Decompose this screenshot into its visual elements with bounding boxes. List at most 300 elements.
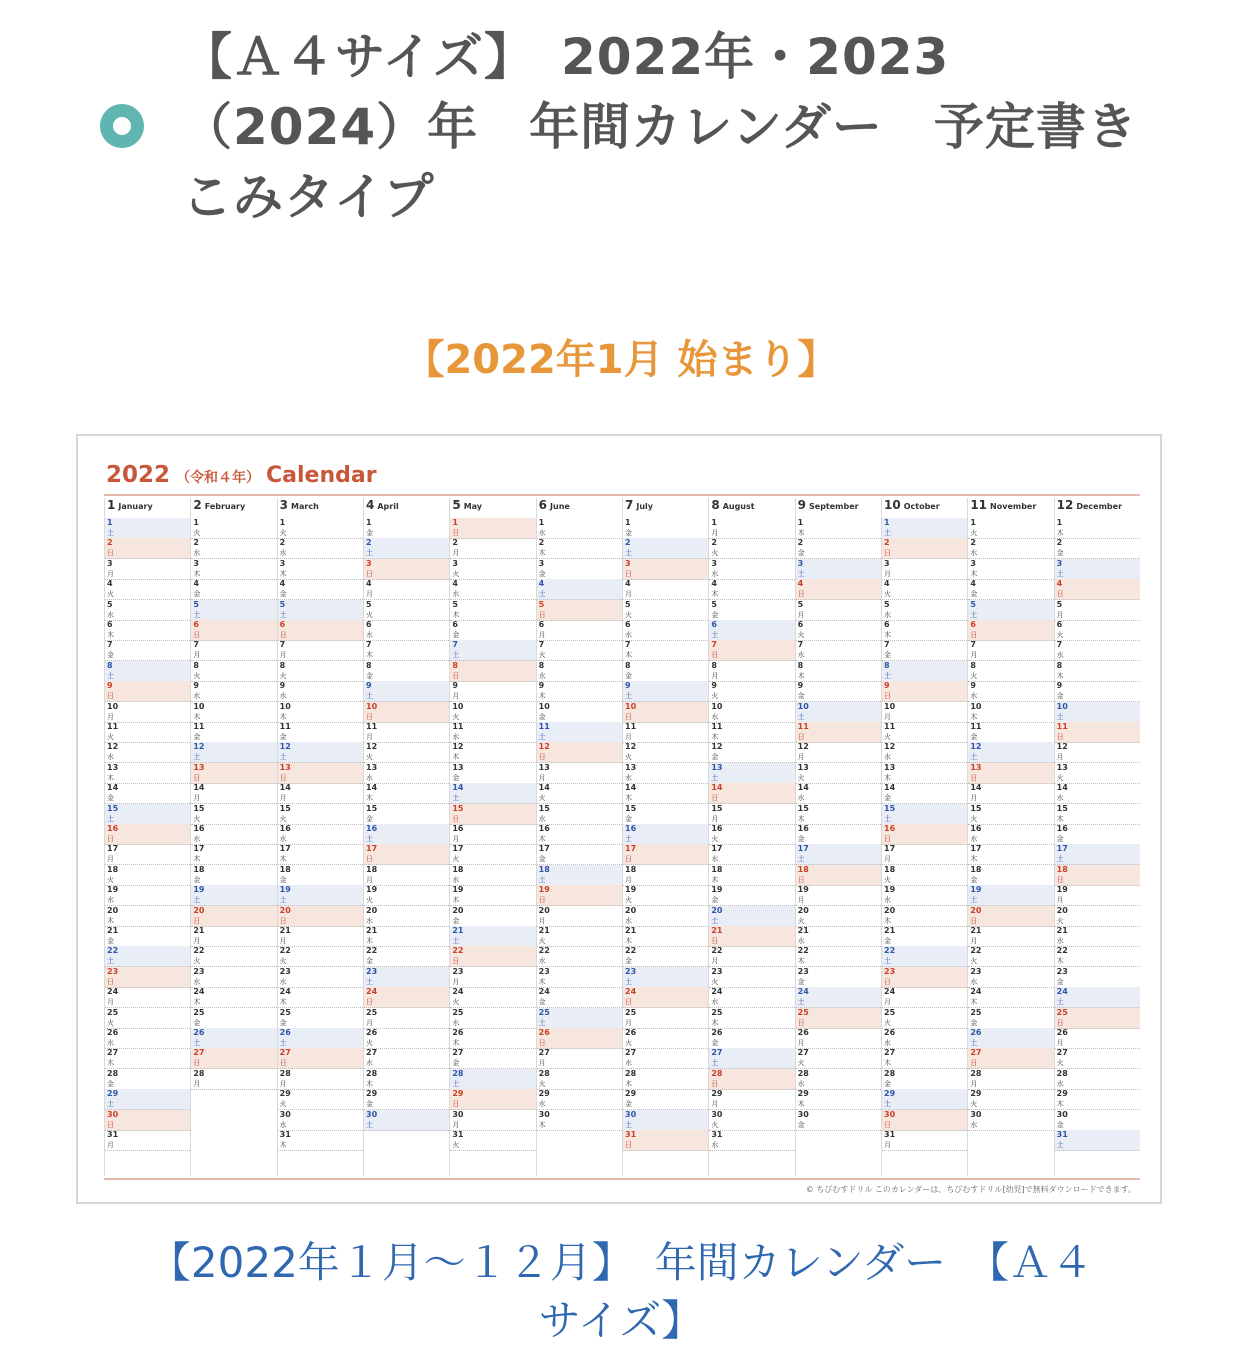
weekday-label: 土 bbox=[884, 1100, 891, 1109]
weekday-label: 木 bbox=[107, 773, 114, 782]
weekday-label: 土 bbox=[1056, 712, 1064, 721]
day-cell bbox=[968, 559, 1053, 580]
weekday-label: 日 bbox=[884, 692, 891, 701]
month-name: December bbox=[1076, 502, 1123, 511]
day-cell bbox=[882, 885, 967, 906]
weekday-label: 金 bbox=[279, 733, 287, 741]
day-cell bbox=[623, 1028, 708, 1049]
weekday-label: 金 bbox=[193, 590, 201, 599]
day-cell bbox=[796, 559, 881, 580]
day-cell bbox=[278, 640, 363, 661]
day-cell bbox=[882, 661, 967, 682]
month-number: 12 bbox=[1056, 498, 1074, 512]
weekday-label: 火 bbox=[884, 875, 891, 884]
day-number: 28 bbox=[193, 1068, 205, 1078]
day-cell bbox=[191, 1028, 276, 1049]
weekday-label: 水 bbox=[970, 835, 978, 843]
day-number: 13 bbox=[1056, 762, 1068, 772]
day-cell bbox=[450, 722, 535, 743]
day-cell bbox=[450, 538, 535, 559]
weekday-label: 水 bbox=[711, 569, 719, 578]
day-cell bbox=[1055, 518, 1140, 539]
day-number: 29 bbox=[366, 1089, 378, 1099]
weekday-label: 金 bbox=[884, 1079, 891, 1088]
weekday-label: 日 bbox=[970, 773, 978, 782]
weekday-label: 火 bbox=[711, 692, 719, 701]
day-cell bbox=[105, 763, 190, 784]
weekday-label: 火 bbox=[797, 1059, 805, 1068]
weekday-label: 火 bbox=[711, 977, 719, 986]
day-number: 9 bbox=[193, 681, 199, 691]
weekday-label: 土 bbox=[884, 957, 891, 966]
weekday-label: 木 bbox=[107, 631, 114, 639]
day-cell bbox=[191, 661, 276, 682]
day-number: 17 bbox=[797, 844, 809, 854]
day-cell bbox=[796, 1069, 881, 1090]
day-cell bbox=[882, 538, 967, 559]
day-number: 31 bbox=[452, 1130, 464, 1139]
weekday-label: 土 bbox=[970, 896, 978, 905]
day-cell bbox=[364, 824, 449, 845]
day-cell bbox=[191, 681, 276, 702]
day-number: 5 bbox=[193, 599, 199, 609]
weekday-label: 日 bbox=[711, 1079, 719, 1088]
day-number: 14 bbox=[538, 783, 550, 793]
weekday-label: 水 bbox=[279, 835, 287, 843]
weekday-label: 金 bbox=[884, 651, 891, 660]
weekday-label: 水 bbox=[452, 875, 460, 884]
day-cell bbox=[105, 804, 190, 825]
weekday-label: 金 bbox=[1056, 977, 1064, 986]
subheading: 【2022年1月 始まり】 bbox=[404, 337, 838, 383]
weekday-label: 月 bbox=[884, 1141, 891, 1149]
day-cell bbox=[882, 906, 967, 927]
day-cell bbox=[796, 783, 881, 804]
day-number: 29 bbox=[797, 1089, 809, 1099]
day-number: 17 bbox=[366, 844, 378, 854]
day-cell bbox=[364, 906, 449, 927]
day-number: 21 bbox=[625, 926, 637, 935]
weekday-label: 火 bbox=[279, 1100, 287, 1109]
day-number: 12 bbox=[193, 742, 205, 752]
day-number: 23 bbox=[107, 966, 119, 976]
day-number: 13 bbox=[452, 762, 464, 772]
day-cell bbox=[191, 926, 276, 947]
day-cell bbox=[709, 865, 794, 886]
day-number: 30 bbox=[107, 1109, 119, 1119]
calendar-era: （令和４年） bbox=[176, 470, 261, 486]
day-cell bbox=[450, 620, 535, 641]
weekday-label: 火 bbox=[797, 631, 805, 639]
day-cell bbox=[105, 1008, 190, 1029]
weekday-label: 月 bbox=[279, 937, 287, 945]
day-number: 23 bbox=[884, 966, 896, 976]
day-number: 23 bbox=[366, 966, 378, 976]
day-number: 25 bbox=[193, 1007, 205, 1017]
day-number: 28 bbox=[538, 1068, 550, 1078]
day-number: 15 bbox=[366, 803, 378, 813]
day-cell bbox=[796, 640, 881, 661]
weekday-label: 月 bbox=[625, 733, 632, 741]
day-cell bbox=[623, 824, 708, 845]
weekday-label: 火 bbox=[193, 814, 201, 823]
day-number: 20 bbox=[538, 905, 550, 915]
day-number: 13 bbox=[625, 762, 637, 772]
day-number: 6 bbox=[279, 620, 286, 629]
calendar-footer: © ちびむすドリル このカレンダーは、ちびむすドリル[幼児]で無料ダウンロードできます。 bbox=[805, 1185, 1136, 1194]
caption-line-1: 【2022年１月〜１２月】 年間カレンダー 【Ａ４ bbox=[148, 1238, 1094, 1287]
weekday-label: 金 bbox=[711, 610, 719, 619]
day-number: 20 bbox=[884, 905, 896, 915]
weekday-label: 金 bbox=[797, 977, 805, 986]
day-number: 24 bbox=[107, 987, 119, 997]
day-cell bbox=[709, 538, 794, 559]
day-number: 27 bbox=[279, 1048, 291, 1058]
day-cell bbox=[882, 1089, 967, 1110]
day-cell bbox=[968, 946, 1053, 967]
month-header bbox=[539, 498, 570, 512]
month-number: 8 bbox=[711, 498, 720, 512]
month-header bbox=[798, 498, 859, 512]
weekday-label: 土 bbox=[797, 569, 805, 578]
day-cell bbox=[968, 1069, 1053, 1090]
day-cell bbox=[796, 885, 881, 906]
day-number: 24 bbox=[625, 987, 637, 997]
day-number: 12 bbox=[538, 742, 550, 752]
day-number: 6 bbox=[625, 620, 631, 629]
day-cell bbox=[709, 987, 794, 1008]
weekday-label: 土 bbox=[107, 529, 114, 537]
weekday-label: 木 bbox=[538, 977, 546, 986]
day-number: 4 bbox=[884, 579, 890, 589]
month-name: November bbox=[990, 502, 1037, 511]
weekday-label: 金 bbox=[193, 875, 201, 884]
day-number: 20 bbox=[279, 905, 291, 915]
day-cell bbox=[968, 1008, 1053, 1029]
day-number: 3 bbox=[797, 558, 804, 568]
day-number: 26 bbox=[452, 1028, 464, 1037]
weekday-label: 月 bbox=[279, 651, 287, 660]
calendar-image[interactable] bbox=[76, 434, 1162, 1204]
day-cell bbox=[796, 1110, 881, 1131]
day-number: 4 bbox=[625, 579, 631, 589]
day-cell bbox=[968, 1110, 1053, 1131]
day-number: 16 bbox=[1056, 824, 1068, 833]
day-cell bbox=[278, 804, 363, 825]
weekday-label: 土 bbox=[193, 1039, 201, 1047]
day-number: 18 bbox=[366, 864, 378, 874]
day-cell bbox=[191, 885, 276, 906]
weekday-label: 火 bbox=[625, 1039, 632, 1047]
weekday-label: 月 bbox=[711, 671, 719, 680]
day-number: 4 bbox=[366, 579, 372, 589]
month-header bbox=[280, 498, 319, 512]
month-number: 4 bbox=[366, 498, 375, 512]
day-cell bbox=[278, 783, 363, 804]
weekday-label: 水 bbox=[797, 794, 805, 803]
day-number: 2 bbox=[107, 538, 113, 548]
weekday-label: 火 bbox=[279, 957, 287, 966]
day-cell bbox=[796, 681, 881, 702]
weekday-label: 日 bbox=[107, 1120, 114, 1129]
day-number: 16 bbox=[107, 824, 119, 833]
day-cell bbox=[450, 885, 535, 906]
day-cell bbox=[1055, 967, 1140, 988]
day-cell bbox=[709, 702, 794, 723]
day-cell bbox=[796, 946, 881, 967]
weekday-label: 日 bbox=[884, 1120, 891, 1129]
weekday-label: 水 bbox=[193, 835, 201, 843]
weekday-label: 火 bbox=[884, 733, 891, 741]
weekday-label: 木 bbox=[279, 569, 287, 578]
weekday-label: 土 bbox=[797, 855, 805, 864]
day-number: 6 bbox=[970, 620, 976, 629]
weekday-label: 日 bbox=[625, 998, 632, 1007]
day-cell bbox=[796, 742, 881, 763]
day-cell bbox=[882, 967, 967, 988]
day-number: 23 bbox=[538, 966, 550, 976]
weekday-label: 月 bbox=[1056, 1039, 1064, 1047]
day-cell bbox=[709, 1048, 794, 1069]
day-cell bbox=[796, 538, 881, 559]
day-cell bbox=[364, 661, 449, 682]
day-number: 13 bbox=[884, 762, 896, 772]
weekday-label: 日 bbox=[1056, 875, 1064, 884]
weekday-label: 月 bbox=[884, 569, 891, 578]
weekday-label: 水 bbox=[366, 773, 373, 782]
day-number: 18 bbox=[797, 864, 809, 874]
day-number: 28 bbox=[884, 1068, 896, 1078]
month-column bbox=[277, 498, 363, 1176]
day-number: 10 bbox=[279, 701, 291, 711]
day-number: 24 bbox=[970, 987, 982, 997]
weekday-label: 水 bbox=[366, 631, 373, 639]
day-cell bbox=[882, 763, 967, 784]
weekday-label: 金 bbox=[625, 529, 632, 537]
weekday-label: 木 bbox=[970, 998, 978, 1007]
weekday-label: 土 bbox=[797, 998, 805, 1007]
weekday-label: 月 bbox=[366, 1018, 373, 1027]
weekday-label: 水 bbox=[1056, 1079, 1064, 1088]
weekday-label: 月 bbox=[625, 590, 632, 599]
day-cell bbox=[709, 579, 794, 600]
day-number: 13 bbox=[797, 762, 809, 772]
day-number: 28 bbox=[452, 1068, 464, 1078]
day-cell bbox=[882, 804, 967, 825]
weekday-label: 金 bbox=[366, 957, 373, 966]
weekday-label: 金 bbox=[452, 773, 460, 782]
day-cell bbox=[105, 987, 190, 1008]
day-number: 29 bbox=[279, 1089, 291, 1099]
day-number: 18 bbox=[711, 864, 723, 874]
day-cell bbox=[796, 906, 881, 927]
day-number: 25 bbox=[884, 1007, 896, 1017]
day-cell bbox=[450, 600, 535, 621]
day-number: 9 bbox=[107, 681, 113, 691]
day-number: 12 bbox=[1056, 742, 1068, 752]
day-cell bbox=[796, 579, 881, 600]
day-cell bbox=[191, 742, 276, 763]
day-cell bbox=[364, 640, 449, 661]
day-number: 14 bbox=[193, 783, 205, 793]
weekday-label: 月 bbox=[366, 733, 373, 741]
weekday-label: 水 bbox=[538, 814, 546, 823]
day-number: 24 bbox=[1056, 987, 1068, 997]
day-number: 31 bbox=[1056, 1130, 1068, 1139]
day-number: 24 bbox=[452, 987, 464, 997]
weekday-label: 木 bbox=[279, 855, 287, 864]
weekday-label: 水 bbox=[1056, 794, 1064, 803]
day-cell bbox=[450, 579, 535, 600]
weekday-label: 月 bbox=[884, 712, 891, 721]
weekday-label: 土 bbox=[1056, 855, 1064, 864]
day-cell bbox=[882, 579, 967, 600]
weekday-label: 火 bbox=[538, 1079, 546, 1088]
month-name: April bbox=[377, 502, 399, 511]
day-number: 5 bbox=[884, 599, 890, 609]
weekday-label: 水 bbox=[797, 937, 805, 945]
weekday-label: 金 bbox=[279, 590, 287, 599]
day-cell bbox=[537, 640, 622, 661]
weekday-label: 月 bbox=[538, 773, 546, 782]
day-number: 12 bbox=[625, 742, 637, 752]
day-number: 25 bbox=[366, 1007, 378, 1017]
day-number: 8 bbox=[1056, 660, 1063, 670]
weekday-label: 月 bbox=[538, 631, 546, 639]
day-cell bbox=[450, 844, 535, 865]
weekday-label: 金 bbox=[970, 590, 978, 599]
day-number: 25 bbox=[538, 1007, 550, 1017]
weekday-label: 火 bbox=[538, 937, 546, 945]
day-cell bbox=[537, 681, 622, 702]
day-number: 8 bbox=[452, 660, 458, 670]
day-cell bbox=[968, 967, 1053, 988]
day-number: 24 bbox=[366, 987, 378, 997]
day-number: 17 bbox=[711, 844, 723, 854]
day-number: 2 bbox=[884, 538, 890, 548]
day-number: 19 bbox=[797, 885, 809, 895]
day-cell bbox=[364, 620, 449, 641]
day-number: 23 bbox=[279, 966, 291, 976]
day-number: 18 bbox=[279, 864, 291, 874]
day-number: 8 bbox=[625, 660, 631, 670]
day-number: 6 bbox=[1056, 620, 1063, 629]
weekday-label: 月 bbox=[538, 1059, 546, 1068]
day-number: 15 bbox=[711, 803, 723, 813]
weekday-label: 木 bbox=[366, 794, 373, 803]
month-header bbox=[107, 498, 153, 512]
day-cell bbox=[105, 824, 190, 845]
day-number: 22 bbox=[1056, 946, 1068, 956]
month-name: January bbox=[118, 502, 153, 511]
day-number: 26 bbox=[107, 1028, 119, 1037]
day-number: 26 bbox=[797, 1028, 809, 1037]
weekday-label: 木 bbox=[797, 1100, 805, 1109]
day-number: 2 bbox=[797, 538, 804, 548]
day-number: 17 bbox=[970, 844, 982, 854]
day-cell bbox=[364, 1089, 449, 1110]
weekday-label: 水 bbox=[1056, 651, 1064, 660]
weekday-label: 月 bbox=[107, 712, 114, 721]
weekday-label: 土 bbox=[366, 1120, 373, 1129]
day-number: 21 bbox=[538, 926, 550, 935]
day-number: 15 bbox=[107, 803, 119, 813]
day-cell bbox=[796, 967, 881, 988]
weekday-label: 金 bbox=[366, 671, 373, 680]
day-number: 9 bbox=[625, 681, 631, 691]
weekday-label: 水 bbox=[107, 1039, 114, 1047]
weekday-label: 日 bbox=[884, 977, 891, 986]
day-number: 7 bbox=[884, 640, 890, 650]
day-number: 8 bbox=[970, 660, 976, 670]
weekday-label: 水 bbox=[452, 1018, 460, 1027]
month-header bbox=[1057, 498, 1122, 512]
weekday-label: 火 bbox=[711, 549, 719, 558]
day-number: 9 bbox=[711, 681, 717, 691]
day-cell bbox=[450, 1089, 535, 1110]
weekday-label: 木 bbox=[279, 1141, 287, 1149]
day-number: 26 bbox=[970, 1028, 982, 1037]
day-cell bbox=[537, 865, 622, 886]
day-number: 9 bbox=[538, 681, 545, 691]
day-cell bbox=[191, 600, 276, 621]
month-number: 3 bbox=[279, 498, 289, 512]
day-cell bbox=[882, 1110, 967, 1131]
month-number: 5 bbox=[452, 498, 461, 512]
day-cell bbox=[278, 885, 363, 906]
weekday-label: 水 bbox=[884, 1039, 891, 1047]
day-number: 13 bbox=[366, 762, 378, 772]
month-name: October bbox=[903, 502, 940, 511]
day-number: 15 bbox=[970, 803, 982, 813]
month-column bbox=[1054, 498, 1140, 1176]
weekday-label: 木 bbox=[1056, 529, 1064, 537]
day-number: 2 bbox=[452, 538, 458, 548]
day-number: 2 bbox=[366, 538, 372, 548]
weekday-label: 金 bbox=[797, 1120, 805, 1129]
weekday-label: 日 bbox=[452, 671, 460, 680]
day-number: 14 bbox=[107, 783, 119, 793]
day-number: 21 bbox=[797, 926, 809, 935]
day-cell bbox=[882, 620, 967, 641]
day-cell bbox=[709, 722, 794, 743]
day-number: 10 bbox=[366, 701, 378, 711]
weekday-label: 火 bbox=[193, 529, 201, 537]
day-number: 16 bbox=[193, 824, 205, 833]
day-number: 9 bbox=[279, 681, 286, 691]
day-cell bbox=[537, 804, 622, 825]
month-number: 2 bbox=[193, 498, 202, 512]
weekday-label: 月 bbox=[797, 753, 805, 762]
weekday-label: 月 bbox=[970, 1079, 978, 1088]
month-column bbox=[104, 498, 190, 1176]
image-caption-link[interactable] bbox=[0, 1234, 1242, 1350]
day-number: 18 bbox=[107, 864, 119, 874]
day-cell bbox=[278, 559, 363, 580]
day-cell bbox=[105, 926, 190, 947]
weekday-label: 水 bbox=[193, 692, 201, 701]
weekday-label: 月 bbox=[279, 1079, 287, 1088]
day-cell bbox=[105, 1028, 190, 1049]
weekday-label: 火 bbox=[970, 814, 978, 823]
day-cell bbox=[537, 763, 622, 784]
day-cell bbox=[968, 640, 1053, 661]
day-cell bbox=[364, 538, 449, 559]
day-number: 10 bbox=[970, 701, 982, 711]
day-number: 5 bbox=[797, 599, 804, 609]
weekday-label: 金 bbox=[1056, 549, 1064, 558]
day-number: 29 bbox=[970, 1089, 982, 1099]
